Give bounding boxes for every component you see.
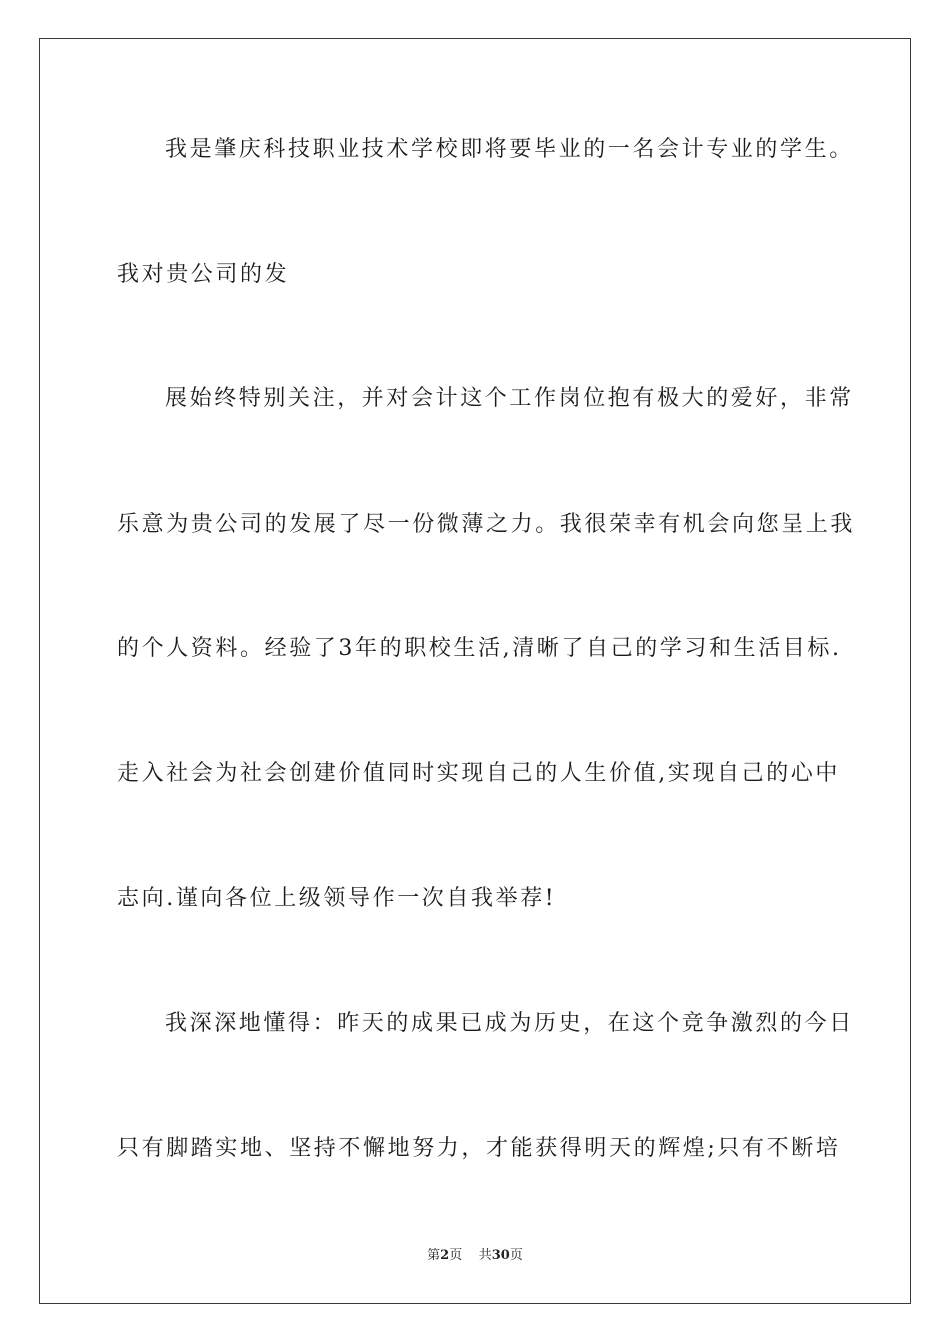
page-frame bbox=[39, 38, 911, 1304]
paragraph-line-5: 的个人资料。经验了3年的职校生活,清晰了自己的学习和生活目标. bbox=[117, 636, 842, 661]
paragraph-line-2: 我对贵公司的发 bbox=[117, 262, 290, 287]
footer-total-prefix: 共 bbox=[478, 1248, 492, 1263]
paragraph-line-6: 走入社会为社会创建价值同时实现自己的人生价值,实现自己的心中 bbox=[117, 761, 840, 786]
footer-page-suffix: 页 bbox=[449, 1248, 463, 1263]
paragraph-line-7: 志向.谨向各位上级领导作一次自我举荐! bbox=[117, 886, 557, 911]
footer-total-suffix: 页 bbox=[509, 1248, 523, 1263]
paragraph-line-9: 只有脚踏实地、坚持不懈地努力，才能获得明天的辉煌;只有不断培 bbox=[117, 1136, 841, 1161]
paragraph-line-8: 我深深地懂得：昨天的成果已成为历史，在这个竞争激烈的今日 bbox=[165, 1011, 854, 1036]
footer-page-number: 2 bbox=[440, 1248, 450, 1263]
footer-total-pages: 30 bbox=[491, 1248, 510, 1263]
paragraph-line-1: 我是肇庆科技职业技术学校即将要毕业的一名会计专业的学生。 bbox=[165, 137, 854, 162]
paragraph-line-3: 展始终特别关注，并对会计这个工作岗位抱有极大的爱好，非常 bbox=[165, 386, 854, 411]
paragraph-line-4: 乐意为贵公司的发展了尽一份微薄之力。我很荣幸有机会向您呈上我 bbox=[117, 512, 856, 537]
page-footer bbox=[0, 1247, 950, 1265]
footer-page-prefix: 第 bbox=[427, 1248, 441, 1263]
